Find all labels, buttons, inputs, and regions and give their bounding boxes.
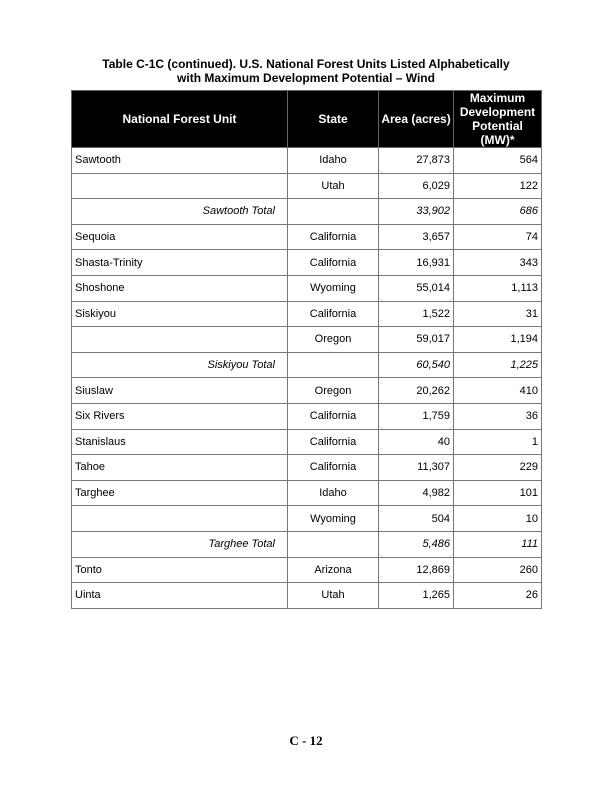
title-line-2: with Maximum Development Potential – Wind [177,71,435,85]
cell-mw: 111 [454,531,542,557]
cell-area: 11,307 [379,455,454,481]
cell-state: Arizona [288,557,379,583]
cell-state: Utah [288,173,379,199]
cell-area: 40 [379,429,454,455]
cell-unit: Sawtooth [72,148,288,174]
table-row [72,327,542,353]
cell-unit: Uinta [72,583,288,609]
cell-mw: 343 [454,250,542,276]
cell-area: 1,265 [379,583,454,609]
cell-unit: Tonto [72,557,288,583]
cell-area: 20,262 [379,378,454,404]
table-row [72,250,542,276]
table-row [72,557,542,583]
table-row [72,506,542,532]
cell-state [288,352,379,378]
cell-unit: Six Rivers [72,403,288,429]
cell-area: 60,540 [379,352,454,378]
cell-unit [72,506,288,532]
cell-unit: Siskiyou [72,301,288,327]
cell-state: California [288,250,379,276]
cell-unit: Targhee Total [72,531,288,557]
cell-mw: 686 [454,199,542,225]
cell-unit: Shasta-Trinity [72,250,288,276]
cell-unit: Stanislaus [72,429,288,455]
cell-unit: Sequoia [72,224,288,250]
cell-area: 6,029 [379,173,454,199]
header-unit: National Forest Unit [72,91,288,148]
header-row [72,91,542,148]
cell-mw: 74 [454,224,542,250]
cell-mw: 1,113 [454,275,542,301]
cell-area: 504 [379,506,454,532]
header-area: Area (acres) [379,91,454,148]
table-title [0,57,612,85]
header-mw: Maximum Development Potential (MW)* [454,91,542,148]
cell-state [288,199,379,225]
cell-mw: 26 [454,583,542,609]
cell-area: 16,931 [379,250,454,276]
cell-state: California [288,403,379,429]
cell-unit: Shoshone [72,275,288,301]
cell-mw: 31 [454,301,542,327]
table-row [72,275,542,301]
cell-mw: 122 [454,173,542,199]
cell-state: California [288,429,379,455]
table-row [72,173,542,199]
cell-unit: Siskiyou Total [72,352,288,378]
cell-area: 3,657 [379,224,454,250]
total-row [72,199,542,225]
total-row [72,352,542,378]
cell-area: 1,759 [379,403,454,429]
title-line-1: Table C-1C (continued). U.S. National Forest Units Listed Alphabetically [102,57,510,71]
header-state: State [288,91,379,148]
cell-mw: 1,225 [454,352,542,378]
table-row [72,148,542,174]
table-row [72,301,542,327]
cell-state: Oregon [288,378,379,404]
table-row [72,378,542,404]
cell-state: California [288,301,379,327]
table-row [72,224,542,250]
cell-state: Utah [288,583,379,609]
cell-state: Wyoming [288,275,379,301]
cell-unit [72,327,288,353]
cell-area: 4,982 [379,480,454,506]
table-row [72,583,542,609]
cell-state: Wyoming [288,506,379,532]
cell-area: 12,869 [379,557,454,583]
cell-unit: Targhee [72,480,288,506]
cell-unit [72,173,288,199]
cell-mw: 410 [454,378,542,404]
cell-state: Idaho [288,148,379,174]
cell-mw: 260 [454,557,542,583]
cell-mw: 229 [454,455,542,481]
total-row [72,531,542,557]
cell-state: California [288,224,379,250]
cell-unit: Siuslaw [72,378,288,404]
cell-area: 5,486 [379,531,454,557]
cell-state: Idaho [288,480,379,506]
cell-state: Oregon [288,327,379,353]
cell-area: 33,902 [379,199,454,225]
cell-mw: 36 [454,403,542,429]
table-row [72,429,542,455]
cell-area: 27,873 [379,148,454,174]
cell-mw: 1 [454,429,542,455]
cell-mw: 101 [454,480,542,506]
table-row [72,455,542,481]
cell-mw: 1,194 [454,327,542,353]
cell-area: 59,017 [379,327,454,353]
cell-state: California [288,455,379,481]
cell-unit: Tahoe [72,455,288,481]
cell-unit: Sawtooth Total [72,199,288,225]
cell-mw: 564 [454,148,542,174]
forest-units-table [71,90,542,609]
table-row [72,403,542,429]
page-number: C - 12 [289,733,323,748]
table-row [72,480,542,506]
cell-area: 55,014 [379,275,454,301]
cell-mw: 10 [454,506,542,532]
cell-state [288,531,379,557]
cell-area: 1,522 [379,301,454,327]
